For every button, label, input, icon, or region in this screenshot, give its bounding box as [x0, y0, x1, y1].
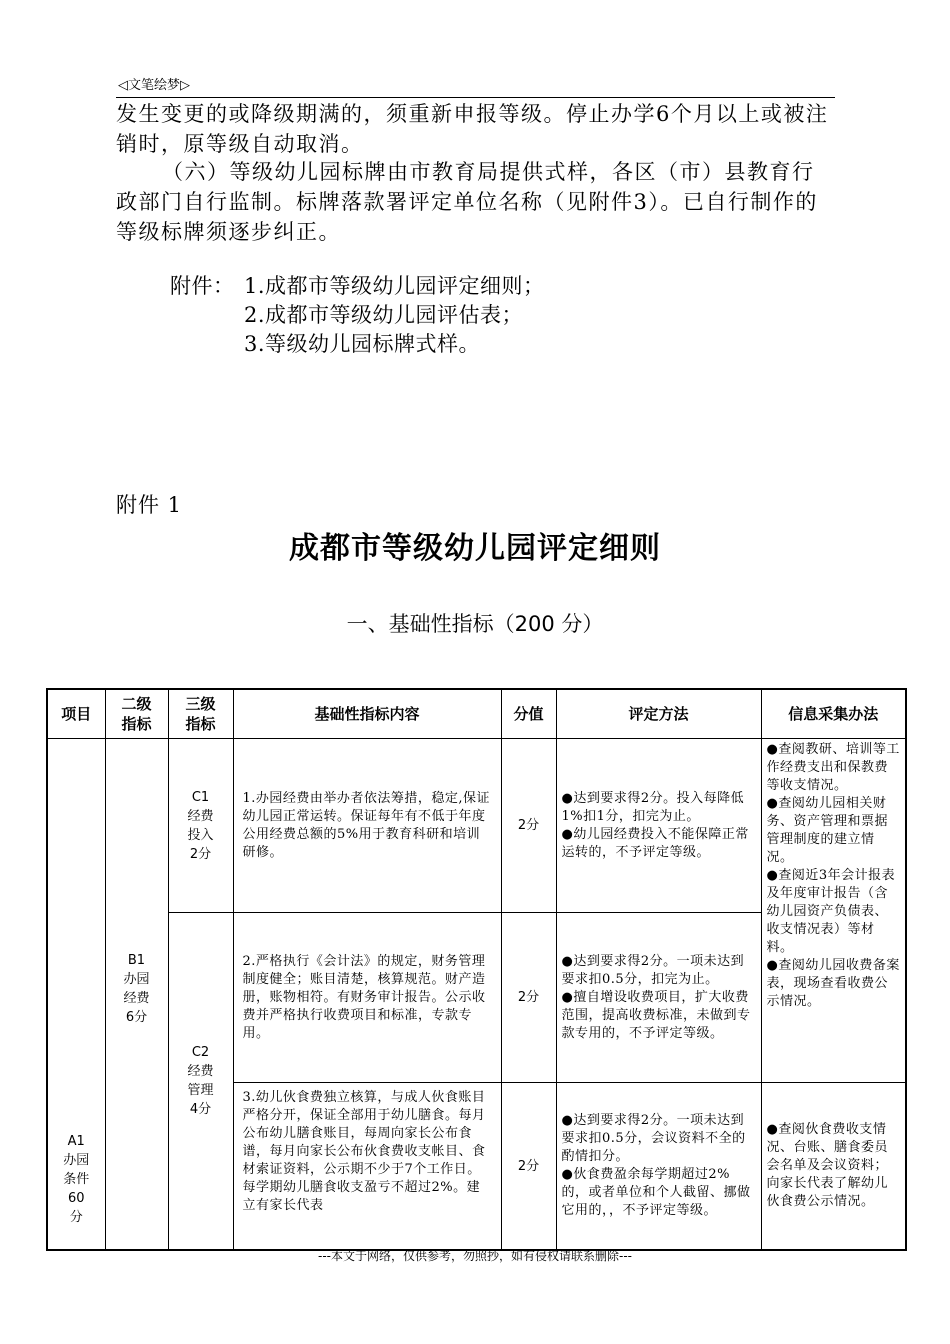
header-divider — [116, 97, 835, 98]
row-1-method: ●达到要求得2分。投入每降低1%扣1分，扣完为止。 ●幼儿园经费投入不能保障正常运转的，不予评定等级。 — [556, 739, 761, 913]
attachment-item-1: 1.成都市等级幼儿园评定细则； — [244, 274, 545, 298]
header-level2: 二级指标 — [105, 689, 168, 739]
document-title: 成都市等级幼儿园评定细则 — [289, 531, 661, 566]
header-method: 评定方法 — [556, 689, 761, 739]
criteria-table — [46, 688, 907, 1251]
b1-top-cell — [105, 739, 168, 913]
attachment-item-3: 3.等级幼儿园标牌式样。 — [244, 332, 481, 356]
section-subtitle: 一、基础性指标（200 分） — [346, 612, 604, 636]
row-3-content — [233, 1083, 501, 1251]
paragraph-2: （六）等级幼儿园标牌由市教育局提供式样，各区（市）县教育行政部门自行监制。标牌落款署评定单位名称（见附件3）。已自行制作的等级标牌须逐步纠正。 — [116, 160, 818, 244]
row-3-info: ●查阅伙食费收支情况、台账、膳食委员会名单及会议资料；向家长代表了解幼儿伙食费公示情况。 — [761, 1083, 906, 1251]
header-score: 分值 — [501, 689, 556, 739]
shared-info-cell: ●查阅教研、培训等工作经费支出和保教费等收支情况。 ●查阅幼儿园相关财务、资产管理和票据管理制度的建立情况。 ●查阅近3年会计报表及年度审计报告（含幼儿园资产负债表、收支情况表）等材料。 ●查阅幼儿园收费备案表，现场查看收费公示情况。 — [761, 739, 906, 1083]
row-2-method: ●达到要求得2分。一项未达到要求扣0.5分，扣完为止。 ●擅自增设收费项目，扩大收费范围，提高收费标准，未做到专款专用的，不予评定等级。 — [556, 913, 761, 1083]
c1-cell: C1 经费投入 2分 — [168, 739, 233, 913]
a1-cell: A1 办园条件 60 分 — [47, 739, 105, 1251]
table-header-row — [47, 689, 906, 739]
b1-cell: B1 办园经费 6分 — [105, 913, 168, 1251]
c2-cell: C2 经费管理 4分 — [168, 913, 233, 1251]
table-row — [47, 739, 906, 913]
attachments-label: 附件： — [170, 274, 235, 298]
row-3-content-text: 3.幼儿伙食费独立核算，与成人伙食账目严格分开，保证全部用于幼儿膳食。每月公布幼儿膳食账目，每周向家长公布食谱，每月向家长公布伙食费收支帐目、食材索证资料，公示期不少于7个工作日。每学期幼儿膳食收支盈亏不超过2%。建立有家长代表 — [242, 1090, 486, 1213]
row-3-method: ●达到要求得2分。一项未达到要求扣0.5分，会议资料不全的酌情扣分。 ●伙食费盈余每学期超过2%的，或者单位和个人截留、挪做它用的，，不予评定等级。 — [556, 1083, 761, 1251]
row-1-content: 1.办园经费由举办者依法筹措，稳定,保证幼儿园正常运转。保证每年有不低于年度公用经费总额的5%用于教育科研和培训研修。 — [233, 739, 501, 913]
header-watermark: ◁文笔绘梦▷ — [118, 78, 190, 93]
header-content: 基础性指标内容 — [233, 689, 501, 739]
header-item: 项目 — [47, 689, 105, 739]
paragraph-1: 发生变更的或降级期满的，须重新申报等级。停止办学6个月以上或被注销时，原等级自动取消。 — [116, 102, 829, 156]
footer-disclaimer: ---本文于网络，仅供参考，勿照抄，如有侵权请联系删除--- — [318, 1249, 632, 1263]
attachment-item-2: 2.成都市等级幼儿园评估表； — [244, 303, 524, 327]
annex-label: 附件 1 — [116, 493, 183, 517]
row-2-content: 2.严格执行《会计法》的规定，财务管理制度健全；账目清楚，核算规范。财产造册，账物相符。有财务审计报告。公示收费并严格执行收费项目和标准，专款专用。 — [233, 913, 501, 1083]
row-1-score: 2分 — [501, 739, 556, 913]
header-level3: 三级指标 — [168, 689, 233, 739]
row-2-score: 2分 — [501, 913, 556, 1083]
row-3-score: 2分 — [501, 1083, 556, 1251]
header-info: 信息采集办法 — [761, 689, 906, 739]
